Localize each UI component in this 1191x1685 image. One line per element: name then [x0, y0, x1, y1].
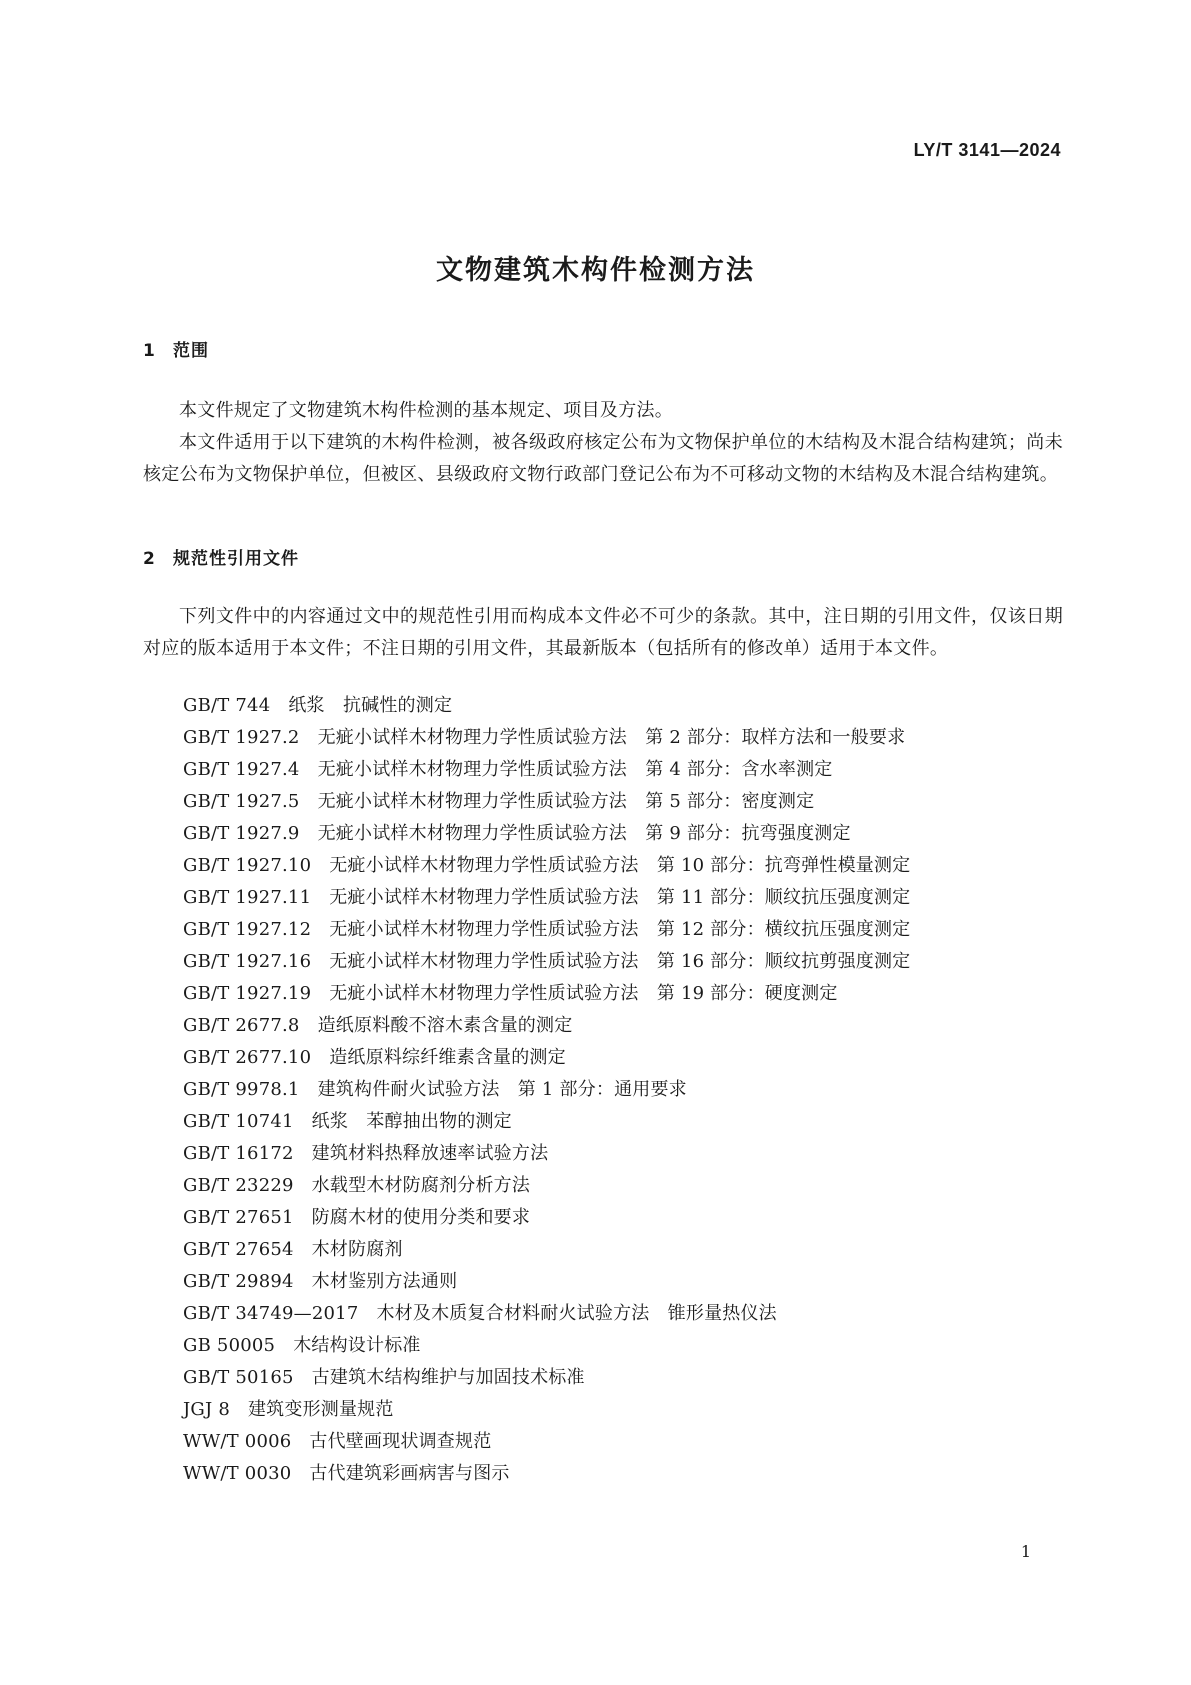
reference-title: 木材及木质复合材料耐火试验方法 锥形量热仪法: [376, 1303, 777, 1324]
reference-title: 古代建筑彩画病害与图示: [309, 1463, 510, 1484]
reference-item: [183, 850, 910, 882]
reference-title: 造纸原料综纤维素含量的测定: [329, 1047, 566, 1068]
reference-title: 建筑变形测量规范: [247, 1399, 394, 1420]
reference-code: GB/T 1927.10: [183, 855, 312, 876]
reference-title: 古建筑木结构维护与加固技术标准: [311, 1367, 585, 1388]
reference-item: [183, 1074, 910, 1106]
reference-code: GB/T 34749—2017: [183, 1303, 359, 1324]
reference-item: [183, 914, 910, 946]
reference-code: GB/T 1927.5: [183, 791, 300, 812]
section-1-number: 1: [143, 341, 156, 361]
reference-item: [183, 690, 910, 722]
reference-title: 无疵小试样木材物理力学性质试验方法 第 5 部分：密度测定: [317, 791, 815, 812]
document-title: 文物建筑木构件检测方法: [436, 255, 755, 286]
reference-item: [183, 722, 910, 754]
reference-title: 无疵小试样木材物理力学性质试验方法 第 12 部分：横纹抗压强度测定: [329, 919, 911, 940]
section-1-heading: [143, 336, 209, 361]
reference-code: GB/T 10741: [183, 1111, 294, 1132]
reference-code: GB/T 29894: [183, 1271, 294, 1292]
reference-item: [183, 1266, 910, 1298]
section-1-paragraph-1: 本文件规定了文物建筑木构件检测的基本规定、项目及方法。: [179, 400, 674, 421]
reference-code: GB 50005: [183, 1335, 276, 1356]
reference-item: [183, 1170, 910, 1202]
reference-title: 防腐木材的使用分类和要求: [311, 1207, 531, 1228]
reference-title: 纸浆 抗碱性的测定: [288, 695, 453, 716]
standard-code: LY/T 3141—2024: [913, 140, 1061, 160]
reference-title: 无疵小试样木材物理力学性质试验方法 第 11 部分：顺纹抗压强度测定: [329, 887, 911, 908]
reference-item: [183, 1010, 910, 1042]
section-2-paragraph-1: 下列文件中的内容通过文中的规范性引用而构成本文件必不可少的条款。其中，注日期的引用文件，仅该日期对应的版本适用于本文件；不注日期的引用文件，其最新版本（包括所有的修改单）适用于本文件。: [143, 606, 1063, 659]
reference-item: [183, 1138, 910, 1170]
reference-code: GB/T 9978.1: [183, 1079, 300, 1100]
reference-item: [183, 754, 910, 786]
reference-title: 无疵小试样木材物理力学性质试验方法 第 4 部分：含水率测定: [317, 759, 833, 780]
reference-code: GB/T 1927.19: [183, 983, 312, 1004]
reference-code: GB/T 744: [183, 695, 271, 716]
reference-code: GB/T 16172: [183, 1143, 294, 1164]
reference-title: 水载型木材防腐剂分析方法: [311, 1175, 531, 1196]
page-number: 1: [1020, 1542, 1031, 1561]
reference-item: [183, 946, 910, 978]
reference-code: WW/T 0030: [183, 1463, 292, 1484]
reference-item: [183, 978, 910, 1010]
reference-title: 造纸原料酸不溶木素含量的测定: [317, 1015, 573, 1036]
reference-item: [183, 1202, 910, 1234]
reference-title: 无疵小试样木材物理力学性质试验方法 第 9 部分：抗弯强度测定: [317, 823, 851, 844]
reference-title: 木材防腐剂: [311, 1239, 403, 1260]
reference-title: 纸浆 苯醇抽出物的测定: [311, 1111, 512, 1132]
section-2-title: 规范性引用文件: [173, 549, 299, 569]
reference-code: GB/T 1927.11: [183, 887, 312, 908]
reference-title: 古代壁画现状调查规范: [309, 1431, 492, 1452]
reference-title: 无疵小试样木材物理力学性质试验方法 第 16 部分：顺纹抗剪强度测定: [329, 951, 911, 972]
reference-item: [183, 1362, 910, 1394]
reference-code: GB/T 2677.10: [183, 1047, 312, 1068]
reference-item: [183, 818, 910, 850]
section-1-title: 范围: [173, 341, 209, 361]
reference-item: [183, 1234, 910, 1266]
reference-item: [183, 882, 910, 914]
reference-item: [183, 1298, 910, 1330]
reference-code: GB/T 23229: [183, 1175, 294, 1196]
reference-code: WW/T 0006: [183, 1431, 292, 1452]
reference-title: 无疵小试样木材物理力学性质试验方法 第 19 部分：硬度测定: [329, 983, 838, 1004]
section-2-number: 2: [143, 549, 156, 569]
reference-code: GB/T 27651: [183, 1207, 294, 1228]
reference-code: GB/T 1927.12: [183, 919, 312, 940]
reference-title: 无疵小试样木材物理力学性质试验方法 第 10 部分：抗弯弹性模量测定: [329, 855, 911, 876]
reference-title: 木结构设计标准: [293, 1335, 421, 1356]
reference-title: 建筑材料热释放速率试验方法: [311, 1143, 549, 1164]
section-1-paragraph-2: 本文件适用于以下建筑的木构件检测，被各级政府核定公布为文物保护单位的木结构及木混合结构建筑；尚未核定公布为文物保护单位，但被区、县级政府文物行政部门登记公布为不可移动文物的木结构及木混合结构建筑。: [143, 432, 1063, 485]
reference-item: [183, 1330, 910, 1362]
reference-code: GB/T 1927.16: [183, 951, 312, 972]
reference-code: GB/T 1927.9: [183, 823, 300, 844]
reference-list: [183, 690, 910, 1490]
reference-item: [183, 1106, 910, 1138]
section-2-heading: [143, 544, 299, 569]
reference-code: GB/T 27654: [183, 1239, 294, 1260]
reference-item: [183, 1426, 910, 1458]
reference-code: GB/T 2677.8: [183, 1015, 300, 1036]
reference-item: [183, 786, 910, 818]
reference-title: 建筑构件耐火试验方法 第 1 部分：通用要求: [317, 1079, 687, 1100]
reference-item: [183, 1042, 910, 1074]
reference-title: 木材鉴别方法通则: [311, 1271, 458, 1292]
reference-code: GB/T 1927.4: [183, 759, 300, 780]
reference-title: 无疵小试样木材物理力学性质试验方法 第 2 部分：取样方法和一般要求: [317, 727, 906, 748]
reference-code: GB/T 50165: [183, 1367, 294, 1388]
reference-item: [183, 1458, 910, 1490]
reference-item: [183, 1394, 910, 1426]
reference-code: GB/T 1927.2: [183, 727, 300, 748]
reference-code: JGJ 8: [183, 1399, 230, 1420]
